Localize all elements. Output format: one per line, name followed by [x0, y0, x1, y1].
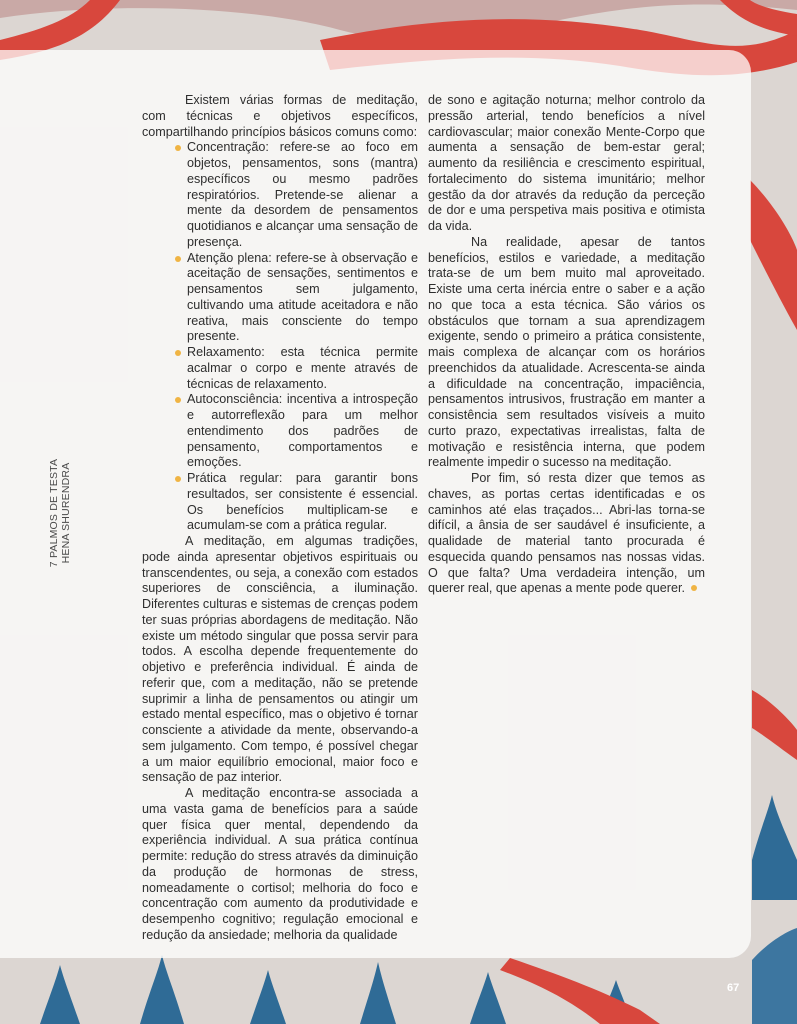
body-paragraph: Na realidade, apesar de tantos benefícios, estilos e variedade, a meditação trata-se de um bem muito mal aproveitado. Existe uma certa inércia entre o saber e a ação no que toca a esta técnica. São vários os obstáculos que tornam a sua aprendizagem exigente, sendo o primeiro a prática consistente, mais complexa de alcançar com os horários preenchidos da atualidade. Acrescenta-se ainda a dificuldade na concentração, impaciência, pensamentos intrusivos, frustração em manter a consistência sem resultados visíveis a muito curto prazo, expectativas irrealistas, falta de motivação e resistência interna, que podem realmente impedir o sucesso na meditação.	[428, 234, 705, 470]
list-item: Autoconsciência: incentiva a introspeção e autorreflexão para um melhor entendimento dos padrões de pensamento, comportamentos e emoções.	[187, 392, 418, 470]
list-item: Prática regular: para garantir bons resultados, ser consistente é essencial. Os benefícios multiplicam-se e acumulam-se com a prática regular.	[187, 471, 418, 533]
page-number: 67	[727, 982, 740, 994]
closing-paragraph	[428, 471, 705, 597]
list-item: Atenção plena: refere-se à observação e aceitação de sensações, sentimentos e pensamentos sem julgamento, cultivando uma atitude aceitadora e não reativa, mais consciente do tempo presente.	[187, 250, 418, 344]
left-text-column	[142, 93, 418, 944]
right-text-column	[428, 93, 705, 597]
list-item: Relaxamento: esta técnica permite acalmar o corpo e mente através de técnicas de relaxamento.	[187, 345, 418, 391]
credit-artwork-title: 7 PALMOS DE TESTA	[48, 458, 60, 568]
list-item: Concentração: refere-se ao foco em objetos, pensamentos, sons (mantra) específicos ou mesmo padrões respiratórios. Pretende-se alienar a mente da desordem de pensamentos quotidianos e alcançar uma sensação de presença.	[187, 140, 418, 249]
credit-artist-name: HENA SHURENDRA	[60, 462, 72, 564]
body-paragraph: A meditação, em algumas tradições, pode ainda apresentar objetivos espirituais ou transcendentes, ou seja, a conexão com estados superiores de consciência, a iluminação. Diferentes culturas e sistemas de crenças podem ter suas próprias abordagens de meditação. Não existe um método singular que possa servir para todos. A escolha depende frequentemente do objetivo e preferência individual. É ainda de referir que, com a meditação, não se pretende suprimir a linha de pensamentos ou atingir um estado mental específico, mas o objetivo é tornar consciente a atividade da mente, observando-a sem julgamento. Com tempo, é possível chegar a um maior equilíbrio emocional, maior foco e sensação de paz interior.	[142, 534, 418, 785]
body-paragraph: A meditação encontra-se associada a uma vasta gama de benefícios para a saúde quer física quer mental, dependendo da experiência individual. A sua prática contínua permite: redução do stress através da diminuição da produção de hormonas de stress, nomeadamente o cortisol; melhoria do foco e concentração com aumento da produtividade e desempenho cognitivo; regulação emocional e redução da ansiedade; melhoria da qualidade	[142, 786, 418, 942]
closing-text: Por fim, só resta dizer que temos as chaves, as portas certas identificadas e os caminhos até elas traçados... Abri-las torna-se difícil, a ânsia de ser saudável é insuficiente, a qualidade de material tanto procurada é esquecida quando pensamos nas nossas vidas. O que falta? Uma verdadeira intenção, um querer real, que apenas a mente pode querer.	[428, 471, 705, 596]
image-credit	[44, 458, 76, 568]
body-paragraph-continuation: de sono e agitação noturna; melhor controlo da pressão arterial, tendo benefícios a nível cardiovascular; maior conexão Mente-Corpo que aumenta a sensação de bem-estar geral; aumento da resiliência e crescimento espiritual, fortalecimento do sistema imunitário; melhor gestão da dor através da redução da perceção de dor e uma perspetiva mais positiva e otimista da vida.	[428, 93, 705, 233]
end-of-article-dot-icon	[691, 585, 697, 591]
intro-paragraph: Existem várias formas de meditação, com técnicas e objetivos específicos, compartilhando princípios básicos comuns como:	[142, 93, 418, 139]
principles-list	[142, 140, 418, 534]
